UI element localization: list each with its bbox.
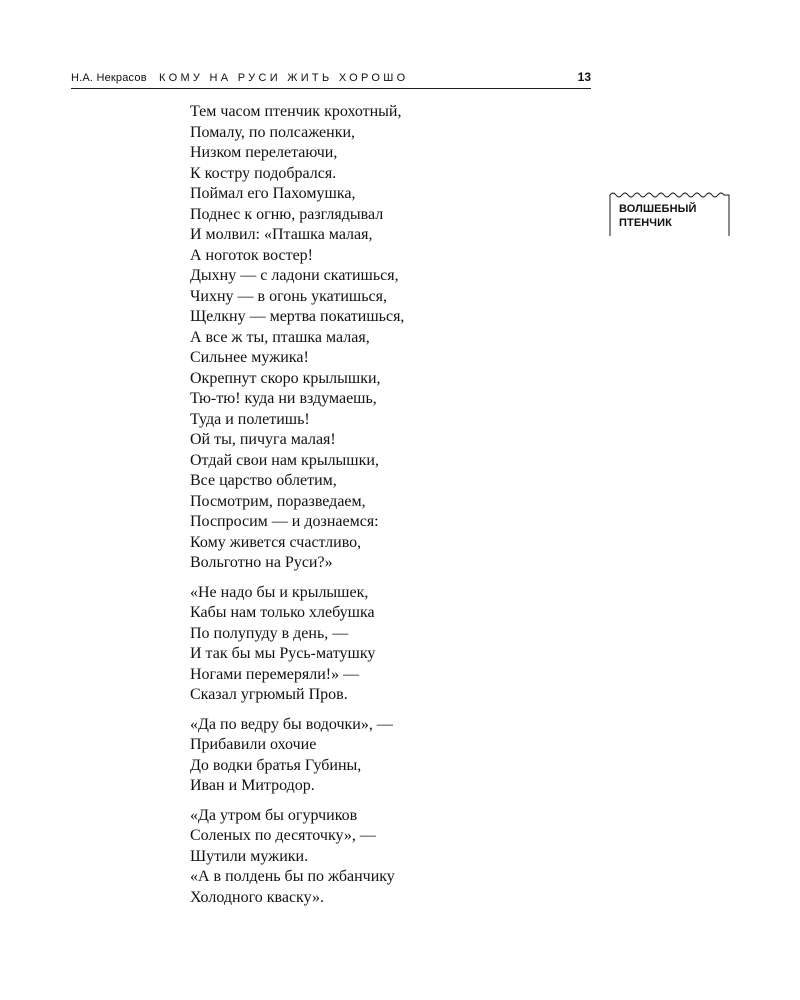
poem-line: И так бы мы Русь-матушку [190, 645, 376, 662]
margin-note-line-1: ВОЛШЕБНЫЙ [619, 203, 697, 215]
margin-note-label [619, 202, 697, 230]
margin-note [609, 191, 729, 235]
poem-line: «А в полдень бы по жбанчику [190, 868, 395, 885]
poem-line: Чихну — в огонь укатишься, [190, 287, 387, 305]
poem-line: Отдай свои нам крылышки, [190, 451, 379, 469]
running-head [71, 70, 591, 89]
poem-line: А ноготок востер! [190, 246, 313, 264]
header-author: Н.А. Некрасов [71, 72, 147, 84]
poem-line: Соленых по десяточку», — [190, 827, 376, 844]
poem-line: К костру подобрался. [190, 164, 337, 182]
stanza [190, 806, 404, 909]
poem-line: Сказал угрюмый Пров. [190, 686, 348, 703]
poem-line: Ногами перемеряли!» — [190, 665, 360, 683]
poem-line: Шутили мужики. [190, 847, 309, 865]
stanza [190, 102, 404, 574]
poem-text [190, 102, 404, 917]
poem-line: «Не надо бы и крылышек, [190, 583, 369, 601]
poem-line: Поймал его Пахомушка, [190, 185, 356, 202]
poem-line: Тю-тю! куда ни вздумаешь, [190, 390, 377, 407]
poem-line: По полупуду в день, — [190, 624, 349, 642]
poem-line: Окрепнут скоро крылышки, [190, 369, 381, 387]
poem-line: Туда и полетишь! [190, 410, 310, 428]
page-number: 13 [577, 70, 591, 84]
stanza [190, 715, 404, 797]
header-book-title: КОМУ НА РУСИ ЖИТЬ ХОРОШО [159, 72, 409, 84]
poem-line: Ой ты, пичуга малая! [190, 431, 336, 448]
poem-line: Вольготно на Руси?» [190, 554, 333, 571]
poem-line: Холодного кваску». [190, 888, 324, 906]
poem-line: Помалу, по полсаженки, [190, 123, 356, 141]
poem-line: Посмотрим, поразведаем, [190, 492, 366, 510]
poem-line: Все царство облетим, [190, 472, 337, 489]
poem-line: Щелкну — мертва покатишься, [190, 308, 405, 325]
poem-line: Низком перелетаючи, [190, 144, 338, 161]
poem-line: Прибавили охочие [190, 736, 317, 753]
poem-line: Сильнее мужика! [190, 349, 309, 366]
poem-line: А все ж ты, пташка малая, [190, 328, 370, 346]
poem-line: «Да утром бы огурчиков [190, 806, 358, 824]
poem-line: Тем часом птенчик крохотный, [190, 103, 402, 120]
poem-line: «Да по ведру бы водочки», — [190, 715, 393, 733]
poem-line: Дыхну — с ладони скатишься, [190, 267, 399, 284]
poem-line: Кому живется счастливо, [190, 533, 362, 551]
poem-line: До водки братья Губины, [190, 756, 362, 774]
margin-note-line-2: ПТЕНЧИК [619, 217, 672, 229]
poem-line: Поспросим — и дознаемся: [190, 513, 379, 530]
poem-line: Иван и Митродор. [190, 777, 315, 794]
poem-line: И молвил: «Пташка малая, [190, 226, 373, 243]
poem-line: Поднес к огню, разглядывал [190, 205, 384, 223]
stanza [190, 583, 404, 706]
poem-line: Кабы нам только хлебушка [190, 604, 375, 621]
